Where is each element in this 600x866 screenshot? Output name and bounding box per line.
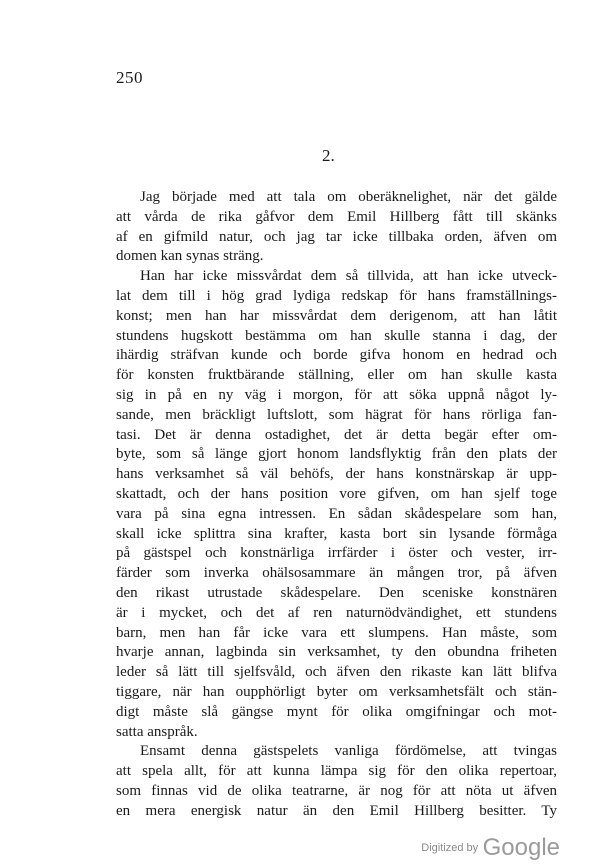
text-line: är i mycket, och det af ren naturnödvändighet, ett stundens [116,604,557,621]
text-line: för konsten fruktbärande ställning, eller om han skulle kasta [116,367,557,384]
text-line: en mera energisk natur än den Emil Hillberg besitter. Ty [116,802,557,819]
text-line: att vårda de rika gåfvor dem Emil Hillberg fått till skänks [116,208,557,225]
text-line: konst; men han har missvårdat dem derigenom, att han låtit [116,307,557,324]
text-line: hvarje annan, lagbinda sin verksamhet, ty den obundna friheten [116,644,557,661]
text-line: att spela allt, för att kunna lämpa sig för den olika repertoar, [116,763,557,780]
text-line: färder som inverka ohälsosammare än mången tror, på äfven [116,565,557,582]
text-line: af en gifmild natur, och jag tar icke tillbaka orden, äfven om [116,228,557,245]
text-line: på gästspel och konstnärliga irrfärder i öster och vester, irr- [116,545,557,562]
section-heading: 2. [322,146,335,165]
google-logo: Google [482,834,560,861]
text-line: vara på sina egna intressen. En sådan skådespelare som han, [116,505,557,522]
text-line: skattadt, och der hans position vore gifven, om han sjelf toge [116,485,557,502]
text-line: satta anspråk. [116,723,198,740]
digitized-watermark [421,834,560,862]
text-line: skall icke splittra sina krafter, kasta bort sin lysande förmåga [116,525,557,542]
text-line: tasi. Det är denna ostadighet, det är detta begär efter om- [116,426,557,443]
text-line: leder så lätt till sjelfsvåld, och äfven den rikaste kan lätt blifva [116,664,557,681]
body-text [116,188,557,822]
text-line: Han har icke missvårdat dem så tillvida, att han icke utveck- [140,268,557,285]
page-number: 250 [116,68,143,87]
text-line: byte, som så länge gjort honom landsflyktig från den plats der [116,446,557,463]
text-line: domen kan synas sträng. [116,248,264,265]
text-line: lat dem till i hög grad lydiga redskap för hans framställnings- [116,287,557,304]
text-line: stundens hugskott bestämma om han skulle stanna i dag, der [116,327,557,344]
text-line: Ensamt denna gästspelets vanliga fördömelse, att tvingas [140,743,557,760]
text-line: tiggare, när han oupphörligt byter om verksamhetsfält och stän- [116,683,557,700]
text-line: ihärdig sträfvan kunde och borde gifva honom en hedrad och [116,347,557,364]
text-line: som finnas vid de olika teatrarne, är nog för att nöta ut äfven [116,782,557,799]
text-line: digt måste slå gängse mynt för olika omgifningar och mot- [116,703,557,720]
text-line: hans verksamhet så väl behöfs, der hans konstnärskap är upp- [116,466,557,483]
text-line: Jag började med att tala om oberäknelighet, när det gälde [140,189,557,205]
text-line: sande, men bräckligt luftslott, som hägrat för hans rörliga fan- [116,406,557,423]
text-line: sig in på en ny väg i morgon, för att söka uppnå något ly- [116,386,557,403]
text-line: barn, men han får icke vara ett slumpens. Han måste, som [116,624,557,641]
text-line: den rikast utrustade skådespelare. Den sceniske konstnären [116,584,557,601]
digitized-label: Digitized by [421,842,479,854]
